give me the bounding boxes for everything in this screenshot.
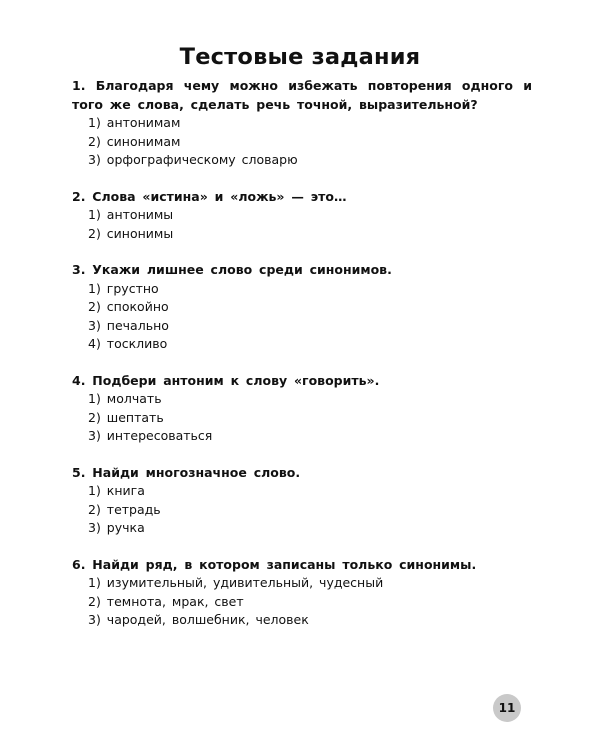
question-4 bbox=[72, 372, 532, 446]
answer-option: 3) печально bbox=[88, 317, 169, 333]
answer-options bbox=[72, 280, 532, 354]
answer-option: 2) спокойно bbox=[88, 299, 169, 314]
answer-option: 4) тоскливо bbox=[88, 336, 168, 351]
question-2 bbox=[72, 188, 532, 244]
answer-options bbox=[72, 482, 532, 538]
question-6 bbox=[72, 556, 532, 630]
answer-option: 3) интересоваться bbox=[88, 428, 213, 443]
answer-option: 1) антонимам bbox=[88, 115, 181, 130]
answer-option: 3) ручка bbox=[88, 520, 145, 535]
question-text: 5. Найди многозначное слово. bbox=[72, 464, 301, 480]
question-5 bbox=[72, 464, 532, 538]
answer-option: 1) молчать bbox=[88, 391, 162, 406]
answer-option: 3) чародей, волшебник, человек bbox=[88, 612, 309, 627]
answer-option: 1) книга bbox=[88, 483, 145, 498]
page-title: Тестовые задания bbox=[179, 44, 421, 70]
answer-option: 2) тетрадь bbox=[88, 501, 161, 517]
answer-option: 1) антонимы bbox=[88, 207, 174, 222]
question-text: 4. Подбери антоним к слову «говорить». bbox=[72, 372, 380, 388]
answer-option: 2) темнота, мрак, свет bbox=[88, 593, 244, 609]
answer-options bbox=[72, 574, 532, 630]
answer-options bbox=[72, 390, 532, 446]
question-text: 3. Укажи лишнее слово среди синонимов. bbox=[72, 262, 392, 277]
question-3 bbox=[72, 261, 532, 354]
answer-option: 3) орфографическому словарю bbox=[88, 152, 298, 167]
page-number-badge: 11 bbox=[493, 694, 521, 722]
answer-option: 1) изумительный, удивительный, чудесный bbox=[88, 575, 384, 590]
answer-option: 2) синонимам bbox=[88, 133, 181, 149]
question-text: 2. Слова «истина» и «ложь» — это… bbox=[72, 188, 347, 204]
question-1 bbox=[72, 77, 532, 170]
question-text: 1. Благодаря чему можно избежать повторения одного и того же слова, сделать речь точной, выразительной? bbox=[72, 78, 532, 112]
answer-option: 2) синонимы bbox=[88, 225, 174, 241]
questions-list bbox=[72, 77, 532, 648]
answer-options bbox=[72, 206, 532, 243]
question-text: 6. Найди ряд, в котором записаны только синонимы. bbox=[72, 556, 477, 572]
answer-option: 1) грустно bbox=[88, 280, 159, 296]
answer-option: 2) шептать bbox=[88, 409, 164, 425]
answer-options bbox=[72, 114, 532, 170]
